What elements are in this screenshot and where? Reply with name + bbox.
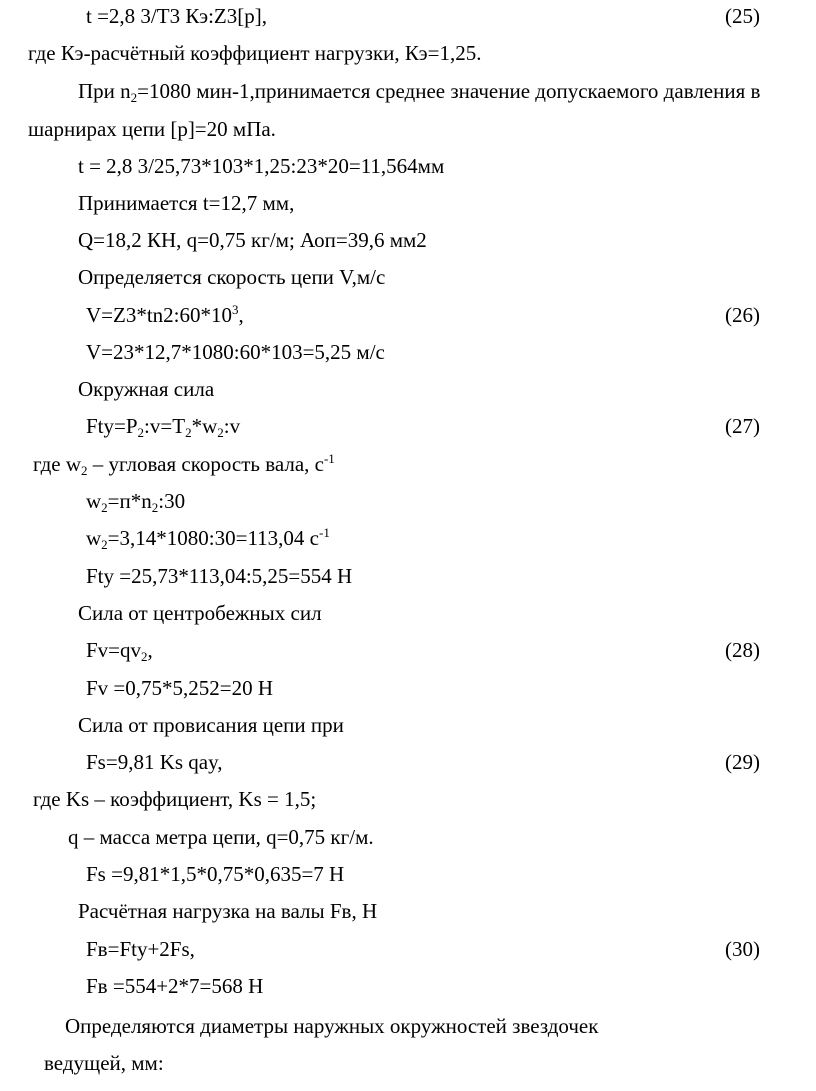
equation-number-25: (25) bbox=[725, 4, 760, 28]
text-angular-speed-def: где $w_2$ – угловая скорость вала, $с^{-1}$ bbox=[33, 451, 335, 478]
equation-number-28: (28) bbox=[725, 638, 760, 662]
text-shaft-load-heading: Расчётная нагрузка на валы Fв, Н bbox=[78, 899, 378, 923]
text-driving-sprocket: ведущей, мм: bbox=[44, 1051, 164, 1075]
text-chain-params: Q=18,2 КН, q=0,75 кг/м; Аоп=39,6 мм2 bbox=[78, 228, 427, 252]
equation-number-26: (26) bbox=[725, 303, 760, 327]
text-circumferential-force-heading: Окружная сила bbox=[78, 377, 215, 401]
calc-angular-speed: $w_2=3,14*1080:30=113,04$ $с^{-1}$ bbox=[86, 525, 330, 552]
formula-shaft-load: Fв=Fty+2Fs, bbox=[86, 937, 195, 961]
formula-centrifugal-force: $Fv=qv_2$, bbox=[86, 638, 153, 664]
calc-chain-pitch: t = 2,8 3/25,73*103*1,25:23*20=11,564мм bbox=[78, 154, 445, 178]
text-load-coefficient: где Кэ-расчётный коэффициент нагрузки, Кэ=1,25. bbox=[28, 41, 482, 65]
formula-sag-force: Fs=9,81 Ks qay, bbox=[86, 750, 223, 774]
text-accepted-pitch: Принимается t=12,7 мм, bbox=[78, 191, 295, 215]
formula-circumferential-force: $Fty=P_2:v=T_2*w_2:v$ bbox=[86, 414, 241, 440]
calc-centrifugal-force: Fv =0,75*5,252=20 Н bbox=[86, 676, 274, 700]
text-sag-force-heading: Сила от провисания цепи при bbox=[78, 713, 344, 737]
text-sprocket-diameters: Определяются диаметры наружных окружностей звездочек bbox=[65, 1014, 599, 1038]
text-pressure-intro: При $n_2=1080$ мин-1,принимается среднее значение допускаемого давления в bbox=[78, 79, 761, 105]
calc-sag-force: Fs =9,81*1,5*0,75*0,635=7 Н bbox=[86, 862, 345, 886]
calc-circumferential-force: Fty =25,73*113,04:5,25=554 Н bbox=[86, 564, 353, 588]
formula-chain-pitch: t =2,8 3/T3 Кэ:Z3[p], bbox=[86, 4, 267, 28]
text-pressure-value: шарнирах цепи [p]=20 мПа. bbox=[28, 117, 276, 141]
equation-number-30: (30) bbox=[725, 937, 760, 961]
text-chain-mass: q – масса метра цепи, q=0,75 кг/м. bbox=[68, 825, 374, 849]
equation-number-27: (27) bbox=[725, 414, 760, 438]
text-chain-speed-heading: Определяется скорость цепи V,м/с bbox=[78, 265, 386, 289]
text-centrifugal-heading: Сила от центробежных сил bbox=[78, 601, 322, 625]
equation-number-29: (29) bbox=[725, 750, 760, 774]
text-ks-coefficient: где Ks – коэффициент, Ks = 1,5; bbox=[33, 787, 317, 811]
formula-chain-speed: $V=Z3*tn2:60*10^3$, bbox=[86, 302, 244, 327]
formula-angular-speed: $w_2=п*n_2:30$ bbox=[86, 489, 186, 515]
calc-chain-speed: V=23*12,7*1080:60*103=5,25 м/с bbox=[86, 340, 385, 364]
calc-shaft-load: Fв =554+2*7=568 Н bbox=[86, 974, 264, 998]
